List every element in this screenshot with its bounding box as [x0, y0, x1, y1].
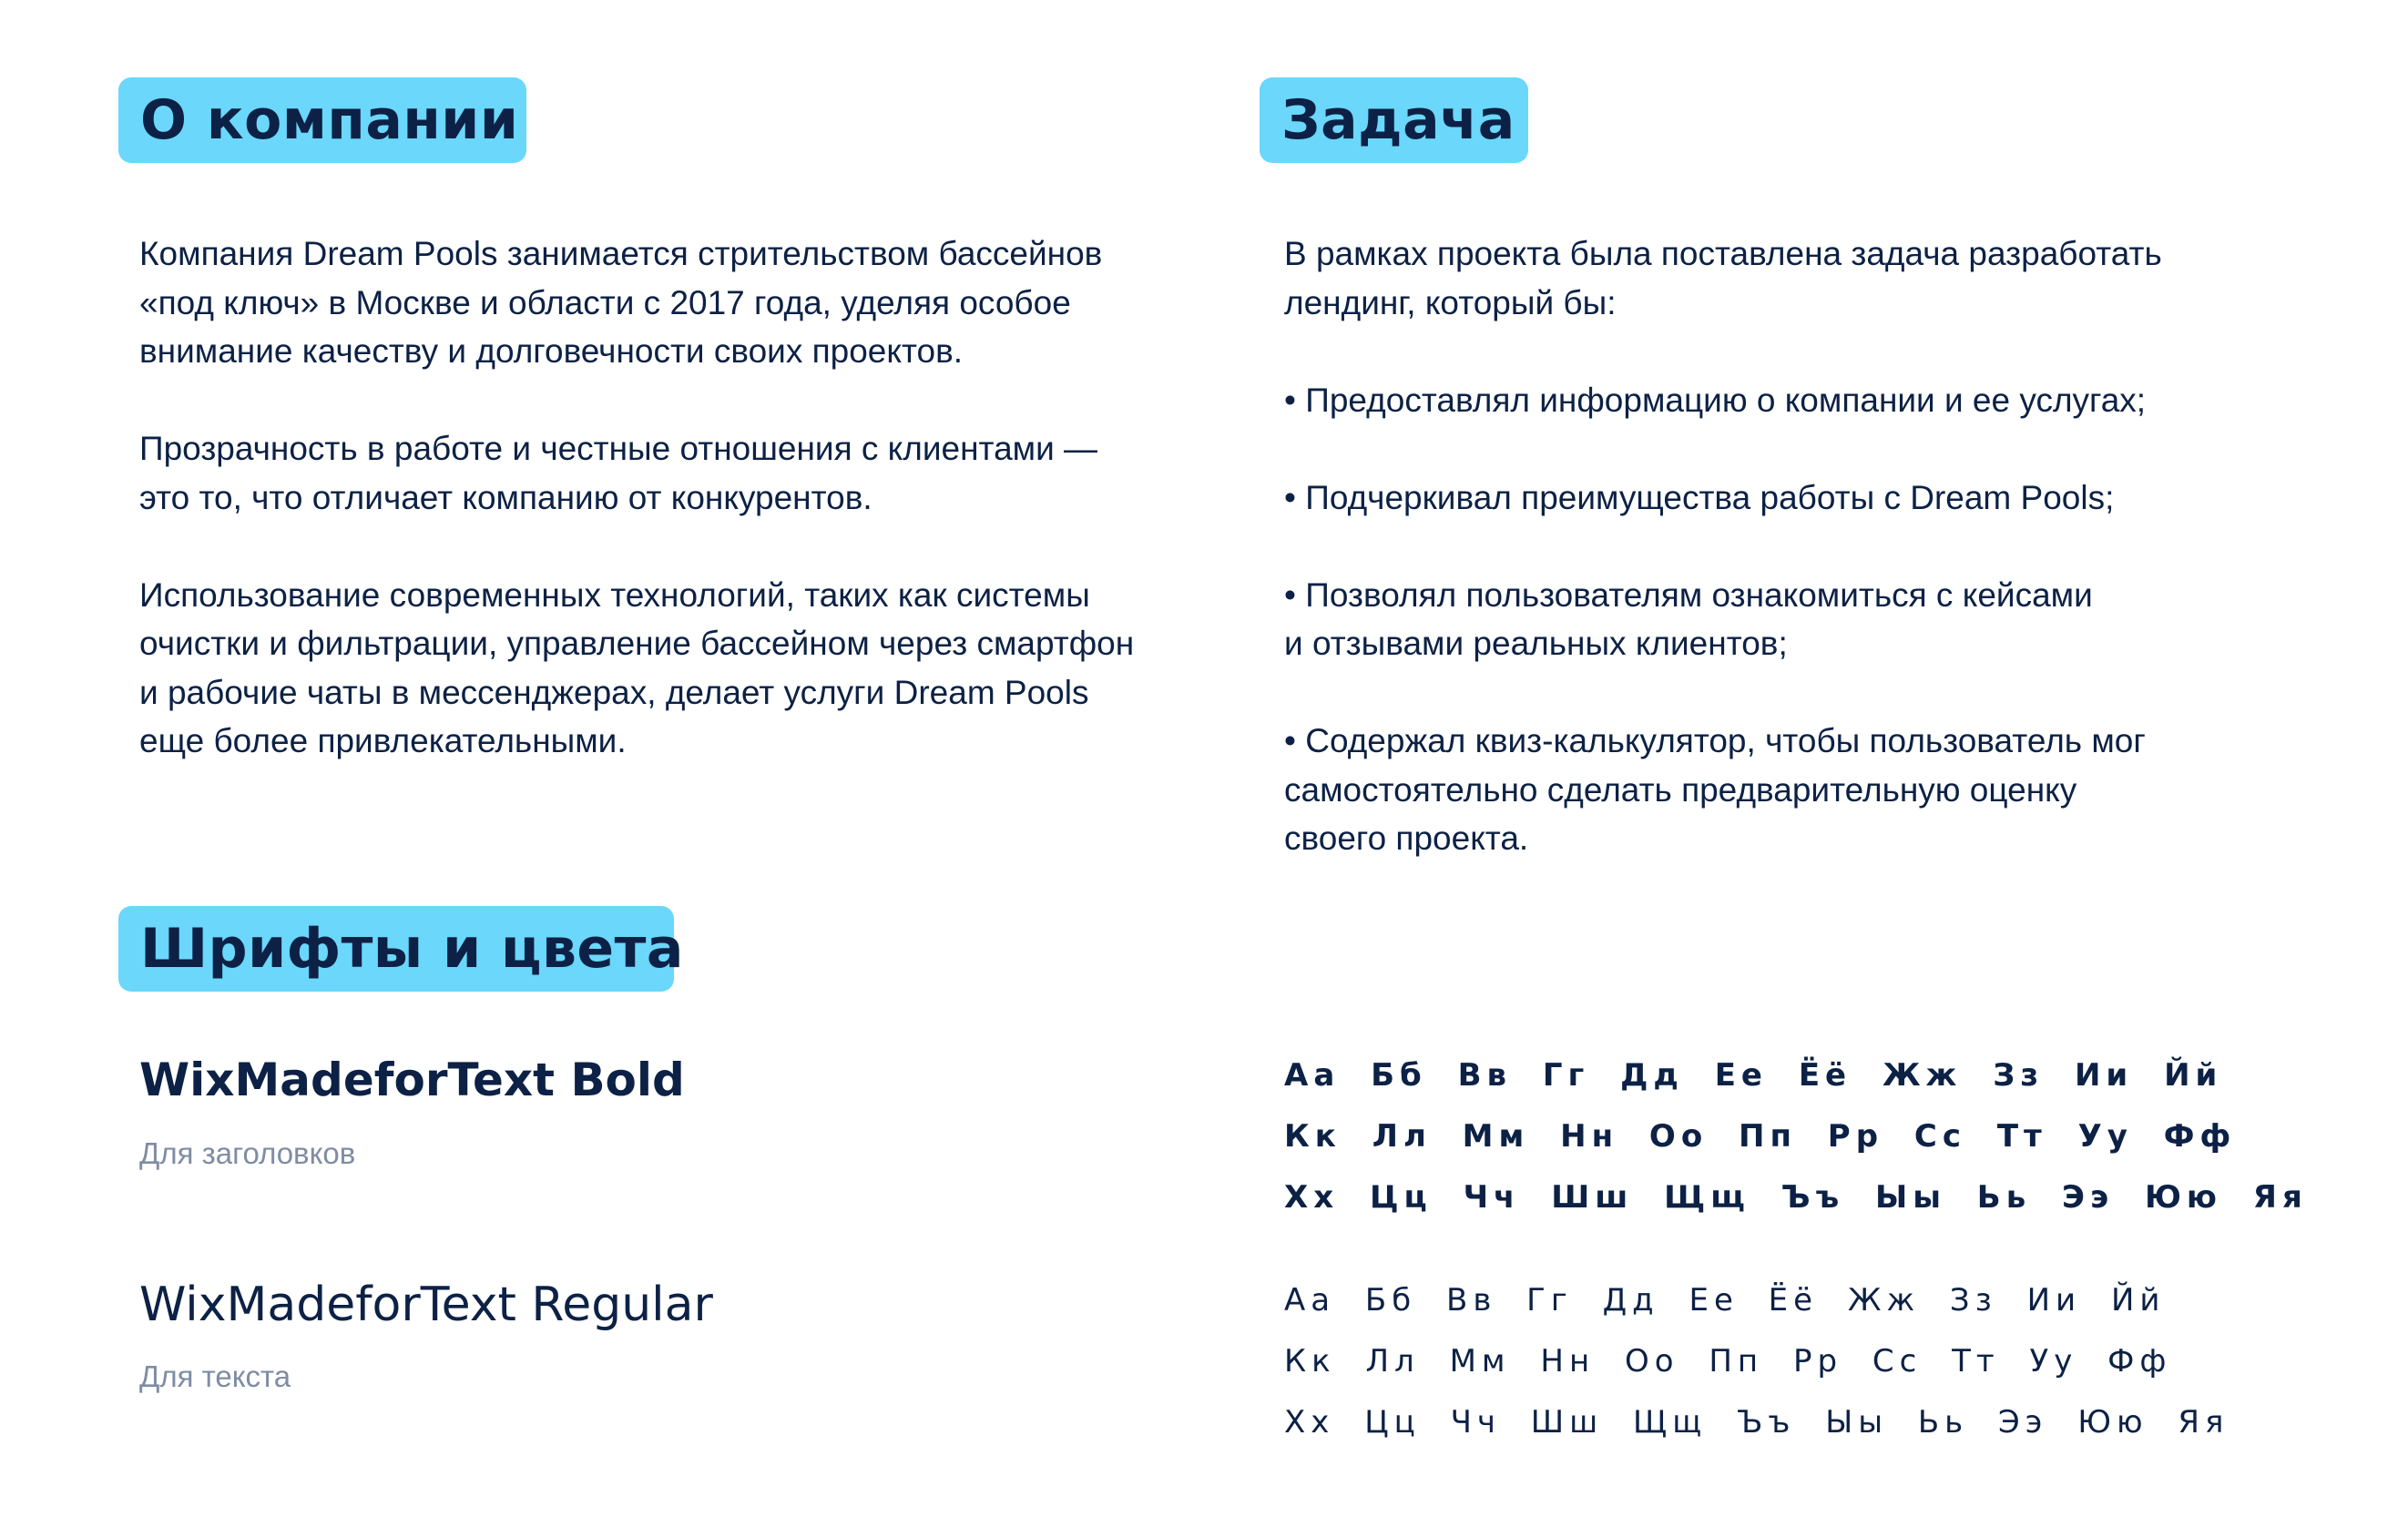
- alphabet-row: Кк Лл Мм Нн Оо Пп Рр Сс Тт Уу Фф: [1284, 1118, 2237, 1155]
- about-line: «под ключ» в Москве и области с 2017 года, уделяя особое: [139, 283, 1071, 321]
- font-regular-description: Для текста: [139, 1359, 291, 1393]
- fonts-heading: Шрифты и цвета: [140, 917, 684, 981]
- task-bullet-cont: самостоятельно сделать предварительную оценку: [1284, 770, 2077, 809]
- alphabet-row: Аа Бб Вв Гг Дд Ее Ёё Жж Зз Ии Йй: [1284, 1057, 2223, 1094]
- about-text: [139, 229, 1232, 766]
- about-line: Использование современных технологий, таких как системы: [139, 575, 1090, 614]
- task-bullet: • Предоставлял информацию о компании и ее услугах;: [1284, 381, 2147, 419]
- alphabet-row: Хх Цц Чч Шш Щщ Ъъ Ыы Ьь Ээ Юю Яя: [1284, 1179, 2308, 1216]
- task-text: [1284, 229, 2377, 863]
- task-heading: Задача: [1281, 88, 1515, 152]
- about-heading-badge: [118, 77, 526, 163]
- about-line: Прозрачность в работе и честные отношения с клиентами —: [139, 430, 1098, 467]
- about-line: очистки и фильтрации, управление бассейном через смартфон: [139, 625, 1135, 662]
- task-bullet: • Содержал квиз-калькулятор, чтобы пользователь мог: [1284, 722, 2146, 759]
- alphabet-regular-sample: [1284, 1270, 2229, 1453]
- about-line: еще более привлекательными.: [139, 722, 627, 759]
- task-heading-badge: [1260, 77, 1528, 163]
- task-bullet: • Подчеркивал преимущества работы с Dream Pools;: [1284, 478, 2115, 516]
- fonts-heading-badge: [118, 906, 684, 992]
- about-line: это то, что отличает компанию от конкурентов.: [139, 478, 872, 516]
- task-intro-line: лендинг, который бы:: [1284, 283, 1617, 321]
- alphabet-row: Кк Лл Мм Нн Оо Пп Рр Сс Тт Уу Фф: [1284, 1343, 2172, 1380]
- task-bullet-cont: и отзывами реальных клиентов;: [1284, 625, 1788, 662]
- about-heading: О компании: [140, 88, 519, 152]
- task-bullet: • Позволял пользователям ознакомиться с кейсами: [1284, 575, 2093, 614]
- font-bold-name: WixMadeforText Bold: [139, 1054, 685, 1106]
- task-bullet-cont: своего проекта.: [1284, 820, 1529, 857]
- alphabet-row: Хх Цц Чч Шш Щщ Ъъ Ыы Ьь Ээ Юю Яя: [1284, 1404, 2229, 1441]
- alphabet-bold-sample: [1284, 1045, 2308, 1228]
- about-line: и рабочие чаты в мессенджерах, делает услуги Dream Pools: [139, 673, 1089, 711]
- font-bold-description: Для заголовков: [139, 1136, 356, 1170]
- font-regular-name: WixMadeforText Regular: [139, 1278, 713, 1332]
- about-line: Компания Dream Pools занимается стрительством бассейнов: [139, 235, 1103, 272]
- about-line: внимание качеству и долговечности своих проектов.: [139, 332, 964, 370]
- task-intro-line: В рамках проекта была поставлена задача разработать: [1284, 235, 2162, 272]
- alphabet-row: Аа Бб Вв Гг Дд Ее Ёё Жж Зз Ии Йй: [1284, 1282, 2166, 1318]
